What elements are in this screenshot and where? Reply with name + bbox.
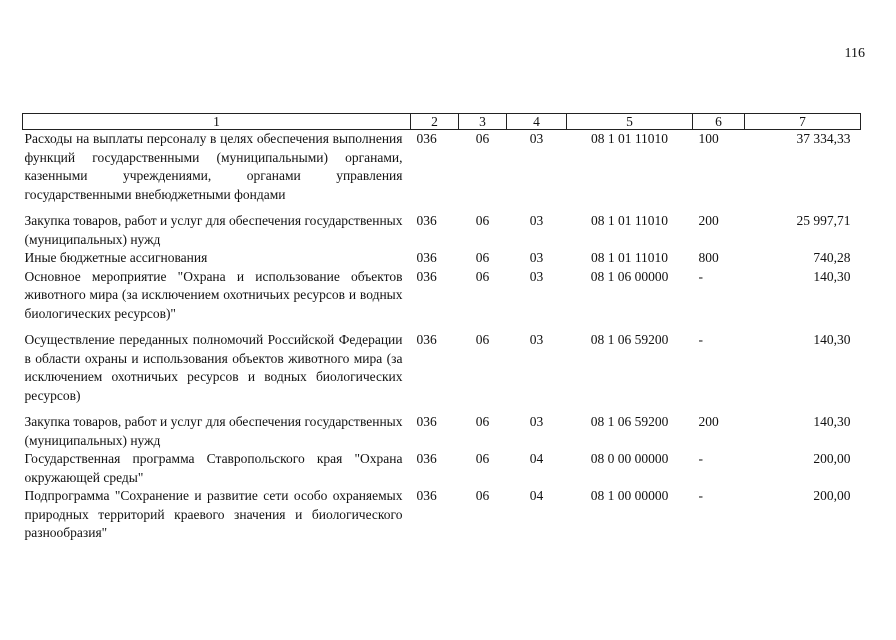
row-subsection-code: 03 bbox=[529, 414, 544, 429]
row-description: Расходы на выплаты персоналу в целях обеспечения выполнения функций государственными (муниципальными) органами, казенными учреждениями, органами управления государственными внебюджетными фондами bbox=[24, 131, 403, 202]
row-section-code: 06 bbox=[475, 268, 490, 284]
row-target-code: 08 1 06 59200 bbox=[590, 332, 669, 347]
row-section-code: 06 bbox=[475, 451, 490, 466]
row-ministry-code: 036 bbox=[416, 332, 437, 347]
row-ministry-code: 036 bbox=[416, 131, 437, 146]
row-expense-type: - bbox=[698, 451, 703, 466]
row-target-code: 08 1 06 00000 bbox=[590, 268, 669, 284]
header-col-2: 2 bbox=[411, 114, 459, 130]
header-col-3: 3 bbox=[459, 114, 507, 130]
row-subsection-code: 04 bbox=[529, 488, 544, 503]
row-subsection-code: 03 bbox=[529, 131, 544, 146]
row-expense-type: 200 bbox=[698, 213, 719, 228]
row-expense-type: - bbox=[698, 268, 703, 284]
row-description: Подпрограмма "Сохранение и развитие сети особо охраняемых природных территорий краевого значения и биологического разнообразия" bbox=[24, 488, 403, 540]
table-row bbox=[23, 331, 861, 413]
row-target-code: 08 1 01 11010 bbox=[590, 213, 669, 228]
row-subsection-code: 03 bbox=[529, 250, 544, 265]
row-description: Закупка товаров, работ и услуг для обеспечения государственных (муниципальных) нужд bbox=[24, 414, 403, 448]
header-col-6: 6 bbox=[693, 114, 745, 130]
row-section-code: 06 bbox=[475, 131, 490, 146]
row-amount: 37 334,33 bbox=[796, 131, 851, 146]
row-expense-type: 200 bbox=[698, 414, 719, 429]
row-subsection-code: 03 bbox=[529, 332, 544, 347]
row-subsection-code: 04 bbox=[529, 451, 544, 466]
row-ministry-code: 036 bbox=[416, 488, 437, 503]
row-expense-type: 100 bbox=[698, 131, 719, 146]
row-section-code: 06 bbox=[475, 250, 490, 265]
row-expense-type: 800 bbox=[698, 250, 719, 265]
row-description: Закупка товаров, работ и услуг для обеспечения государственных (муниципальных) нужд bbox=[24, 213, 403, 247]
row-section-code: 06 bbox=[475, 213, 490, 228]
row-amount: 140,30 bbox=[813, 332, 851, 347]
table-row bbox=[23, 212, 861, 249]
row-description: Иные бюджетные ассигнования bbox=[24, 250, 208, 265]
page-number: 116 bbox=[844, 46, 865, 61]
row-description: Основное мероприятие "Охрана и использование объектов животного мира (за исключением охотничьих ресурсов и водных биологических ресурсов)" bbox=[24, 268, 403, 321]
header-col-7: 7 bbox=[745, 114, 861, 130]
budget-table bbox=[22, 113, 861, 543]
table-row bbox=[23, 487, 861, 543]
row-ministry-code: 036 bbox=[416, 414, 437, 429]
row-ministry-code: 036 bbox=[416, 213, 437, 228]
table-row bbox=[23, 249, 861, 268]
row-expense-type: - bbox=[698, 488, 703, 503]
row-amount: 25 997,71 bbox=[796, 213, 851, 228]
row-ministry-code: 036 bbox=[416, 268, 437, 284]
row-description: Государственная программа Ставропольского края "Охрана окружающей среды" bbox=[24, 451, 403, 485]
column-number-header bbox=[23, 114, 861, 130]
header-col-1: 1 bbox=[23, 114, 411, 130]
row-amount: 140,30 bbox=[813, 414, 851, 429]
row-target-code: 08 1 00 00000 bbox=[590, 488, 669, 503]
row-description: Осуществление переданных полномочий Российской Федерации в области охраны и использования объектов животного мира (за исключением охотничьих ресурсов и водных биологических ресурсов) bbox=[24, 332, 403, 403]
row-target-code: 08 1 06 59200 bbox=[590, 414, 669, 429]
row-amount: 200,00 bbox=[813, 488, 851, 503]
row-target-code: 08 0 00 00000 bbox=[590, 451, 669, 466]
row-section-code: 06 bbox=[475, 414, 490, 429]
row-ministry-code: 036 bbox=[416, 451, 437, 466]
row-ministry-code: 036 bbox=[416, 250, 437, 265]
table-row bbox=[23, 413, 861, 450]
table-row bbox=[23, 450, 861, 487]
row-amount: 740,28 bbox=[813, 250, 851, 265]
row-section-code: 06 bbox=[475, 488, 490, 503]
row-target-code: 08 1 01 11010 bbox=[590, 131, 669, 146]
row-section-code: 06 bbox=[475, 332, 490, 347]
table-row bbox=[23, 268, 861, 332]
header-col-5: 5 bbox=[567, 114, 693, 130]
table-row bbox=[23, 130, 861, 213]
row-expense-type: - bbox=[698, 332, 703, 347]
row-subsection-code: 03 bbox=[529, 268, 544, 284]
row-amount: 140,30 bbox=[813, 268, 851, 284]
row-subsection-code: 03 bbox=[529, 213, 544, 228]
row-target-code: 08 1 01 11010 bbox=[590, 250, 669, 265]
row-amount: 200,00 bbox=[813, 451, 851, 466]
header-col-4: 4 bbox=[507, 114, 567, 130]
